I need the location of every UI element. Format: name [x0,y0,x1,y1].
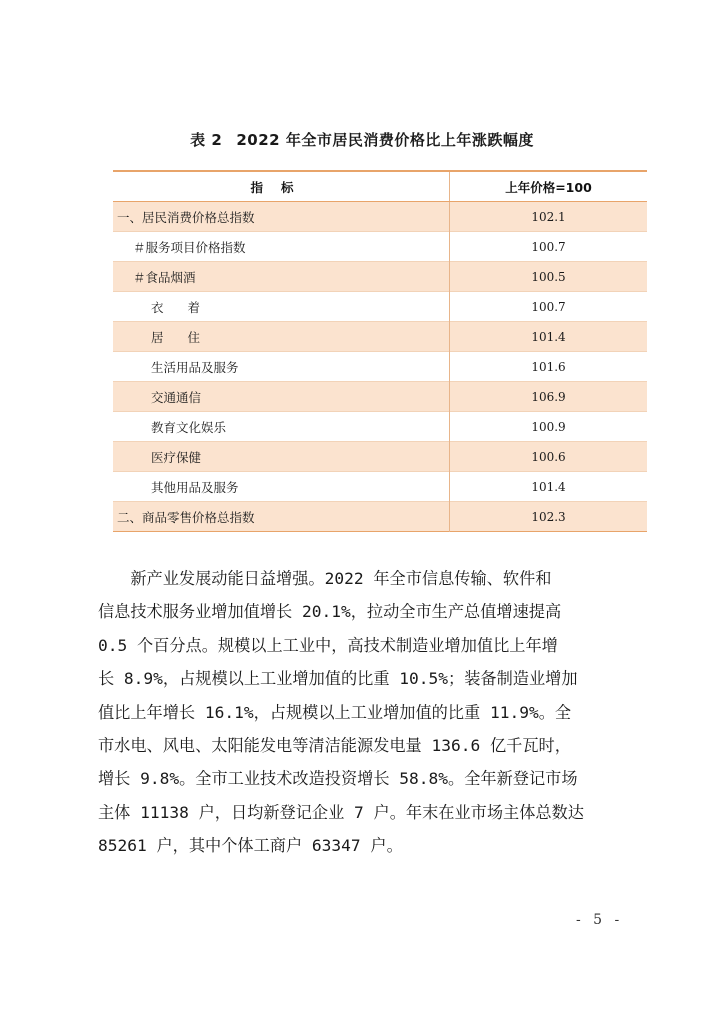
table-row [113,232,647,262]
row-label: ＃服务项目价格指数 [113,232,450,262]
table-row [113,442,647,472]
page-number: - 5 - [576,912,624,928]
table-row [113,202,647,232]
body-paragraph [98,562,638,863]
row-value: 100.6 [450,442,648,472]
row-label: 二、商品零售价格总指数 [113,502,450,532]
row-value: 102.1 [450,202,648,232]
row-label: 生活用品及服务 [113,352,450,382]
row-label: ＃食品烟酒 [113,262,450,292]
row-value: 100.7 [531,299,566,314]
row-label: 居住 [113,322,450,352]
row-label: 医疗保健 [113,442,450,472]
table-caption [0,129,724,150]
row-label: 衣着 [113,292,450,322]
paragraph-line: 长 8.9%，占规模以上工业增加值的比重 10.5%；装备制造业增加 [98,669,578,689]
row-label: 交通通信 [113,382,450,412]
row-value: 100.7 [531,239,566,254]
cpi-table [113,170,647,532]
row-label: 其他用品及服务 [113,472,450,502]
table-row [113,412,647,442]
paragraph-line: 信息技术服务业增加值增长 20.1%，拉动全市生产总值增速提高 [98,602,562,622]
table-row [113,382,647,412]
table-row [113,352,647,382]
paragraph-line: 主体 11138 户，日均新登记企业 7 户。年末在业市场主体总数达 [98,802,584,822]
row-label: 教育文化娱乐 [113,412,450,442]
paragraph-line: 85261 户，其中个体工商户 63347 户。 [98,836,403,856]
paragraph-line: 值比上年增长 16.1%，占规模以上工业增加值的比重 11.9%。全 [98,702,572,722]
table-row [113,292,647,322]
row-value: 102.3 [450,502,648,532]
table-row [113,502,647,532]
row-value: 101.4 [450,322,648,352]
paragraph-line: 市水电、风电、太阳能发电等清洁能源发电量 136.6 亿千瓦时， [98,736,571,756]
row-value: 100.9 [531,419,566,434]
paragraph-line: 新产业发展动能日益增强。2022 年全市信息传输、软件和 [98,569,552,588]
row-value: 101.4 [531,479,566,494]
row-value: 100.5 [450,262,648,292]
row-value: 106.9 [450,382,648,412]
paragraph-line: 增长 9.8%。全市工业技术改造投资增长 58.8%。全年新登记市场 [98,769,578,789]
table-row [113,322,647,352]
table-header-row [113,171,647,202]
table-number: 表 2 [190,131,223,149]
table-row [113,472,647,502]
row-value: 101.6 [531,359,566,374]
header-indicator: 指标 [113,171,450,202]
header-base: 上年价格=100 [450,171,648,202]
row-label: 一、居民消费价格总指数 [113,202,450,232]
paragraph-line: 0.5 个百分点。规模以上工业中，高技术制造业增加值比上年增 [98,635,558,655]
table-row [113,262,647,292]
table-title: 2022 年全市居民消费价格比上年涨跌幅度 [236,131,534,149]
